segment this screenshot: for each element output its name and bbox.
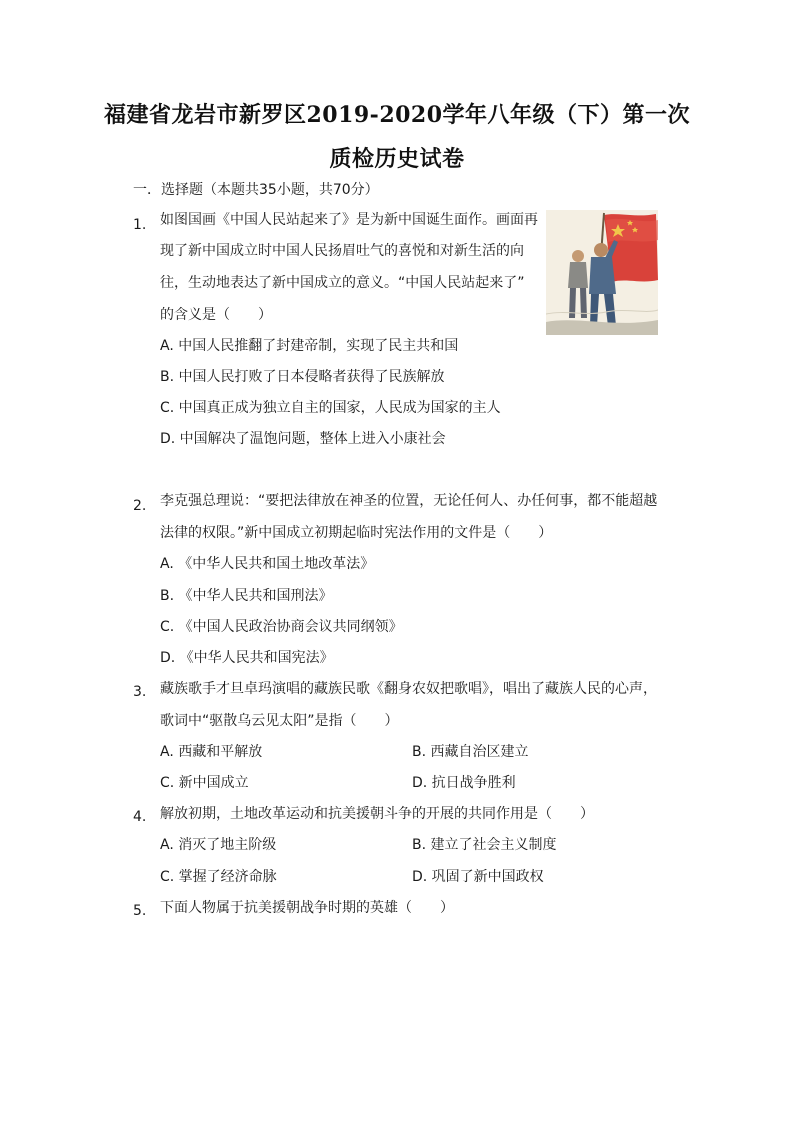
- question-2-stem-line: 法律的权限。”新中国成立初期起临时宪法作用的文件是（ ）: [160, 525, 553, 541]
- question-3-option-b: B. 西藏自治区建立: [412, 744, 529, 760]
- question-1-stem-line: 往，生动地表达了新中国成立的意义。“中国人民站起来了”: [160, 275, 525, 291]
- question-2-option-d: D. 《中华人民共和国宪法》: [160, 650, 334, 666]
- question-1-stem-line: 如图国画《中国人民站起来了》是为新中国诞生面作。画面再: [160, 212, 538, 228]
- question-1-stem-line: 现了新中国成立时中国人民扬眉吐气的喜悦和对新生活的向: [160, 243, 524, 259]
- question-1-option-b: B. 中国人民打败了日本侵略者获得了民族解放: [160, 369, 445, 385]
- question-4-option-b: B. 建立了社会主义制度: [412, 837, 557, 853]
- section-heading: 一．选择题（本题共35小题，共70分）: [133, 182, 379, 198]
- question-2-option-c: C. 《中国人民政治协商会议共同纲领》: [160, 619, 403, 635]
- question-2-number: 2.: [133, 498, 147, 514]
- question-4-option-d: D. 巩固了新中国政权: [412, 869, 544, 885]
- question-5-number: 5.: [133, 903, 147, 919]
- question-3-option-a: A. 西藏和平解放: [160, 744, 263, 760]
- paper-title-line-1: 福建省龙岩市新罗区2019-2020学年八年级（下）第一次: [103, 102, 691, 128]
- question-1-option-c: C. 中国真正成为独立自主的国家，人民成为国家的主人: [160, 400, 501, 416]
- question-3-number: 3.: [133, 684, 147, 700]
- question-3-option-c: C. 新中国成立: [160, 775, 249, 791]
- painting-image: [546, 210, 658, 335]
- question-4-option-a: A. 消灭了地主阶级: [160, 837, 277, 853]
- paper-title-line-2: 质检历史试卷: [329, 146, 465, 172]
- question-1-stem-line: 的含义是（ ）: [160, 307, 272, 323]
- question-3-option-d: D. 抗日战争胜利: [412, 775, 516, 791]
- question-4-number: 4.: [133, 809, 147, 825]
- question-1-number: 1.: [133, 217, 147, 233]
- question-3-stem-line: 歌词中“驱散乌云见太阳”是指（ ）: [160, 713, 399, 729]
- question-4-stem-line: 解放初期，土地改革运动和抗美援朝斗争的开展的共同作用是（ ）: [160, 806, 594, 822]
- question-4-option-c: C. 掌握了经济命脉: [160, 869, 277, 885]
- question-3-stem-line: 藏族歌手才旦卓玛演唱的藏族民歌《翻身农奴把歌唱》，唱出了藏族人民的心声，: [160, 681, 657, 697]
- question-1-option-d: D. 中国解决了温饱问题，整体上进入小康社会: [160, 431, 446, 447]
- question-1-option-a: A. 中国人民推翻了封建帝制，实现了民主共和国: [160, 338, 459, 354]
- question-5-stem-line: 下面人物属于抗美援朝战争时期的英雄（ ）: [160, 900, 454, 916]
- question-2-stem-line: 李克强总理说：“要把法律放在神圣的位置，无论任何人、办任何事，都不能超越: [160, 493, 658, 509]
- question-2-option-a: A. 《中华人民共和国土地改革法》: [160, 556, 375, 572]
- question-2-option-b: B. 《中华人民共和国刑法》: [160, 588, 333, 604]
